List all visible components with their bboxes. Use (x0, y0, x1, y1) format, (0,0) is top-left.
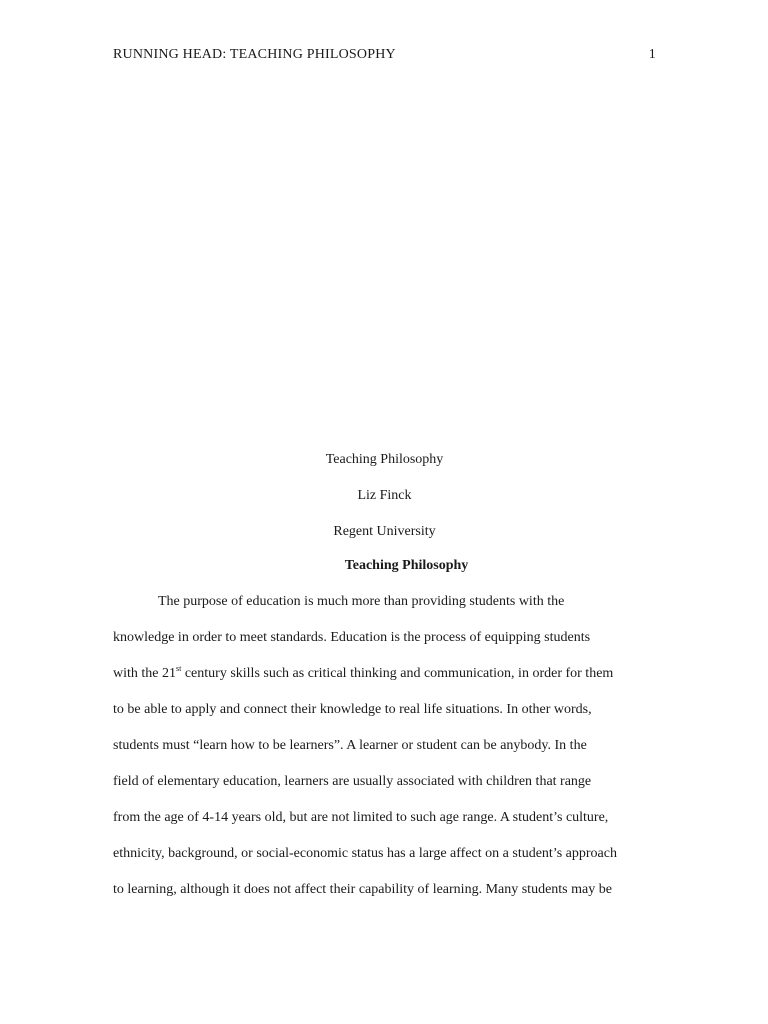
paragraph-line: field of elementary education, learners are usually associated with children that range (113, 774, 592, 789)
paragraph-line: The purpose of education is much more than providing students with the (158, 594, 565, 609)
paragraph-line: ethnicity, background, or social-economic status has a large affect on a student’s approach (113, 846, 617, 861)
body-paragraph (113, 593, 658, 917)
page-number: 1 (648, 47, 656, 62)
running-head: RUNNING HEAD: TEACHING PHILOSOPHY (113, 47, 396, 62)
ordinal-superscript: st (176, 664, 182, 673)
paragraph-line: from the age of 4-14 years old, but are not limited to such age range. A student’s culture, (113, 810, 609, 825)
author-name: Liz Finck (357, 488, 412, 503)
line-text-before: with the 21 (113, 666, 176, 681)
paragraph-line: knowledge in order to meet standards. Education is the process of equipping students (113, 630, 591, 645)
line-text-after: century skills such as critical thinking and communication, in order for them (181, 666, 614, 681)
paragraph-line: to learning, although it does not affect their capability of learning. Many students may be (113, 882, 612, 897)
paragraph-line: students must “learn how to be learners”. A learner or student can be anybody. In the (113, 738, 587, 753)
paragraph-line: to be able to apply and connect their knowledge to real life situations. In other words, (113, 702, 592, 717)
paragraph-line (113, 665, 658, 701)
title-block (113, 451, 656, 559)
paper-title: Teaching Philosophy (325, 452, 444, 467)
page-header (113, 47, 656, 67)
institution-name: Regent University (333, 524, 436, 539)
body-heading: Teaching Philosophy (344, 558, 469, 573)
